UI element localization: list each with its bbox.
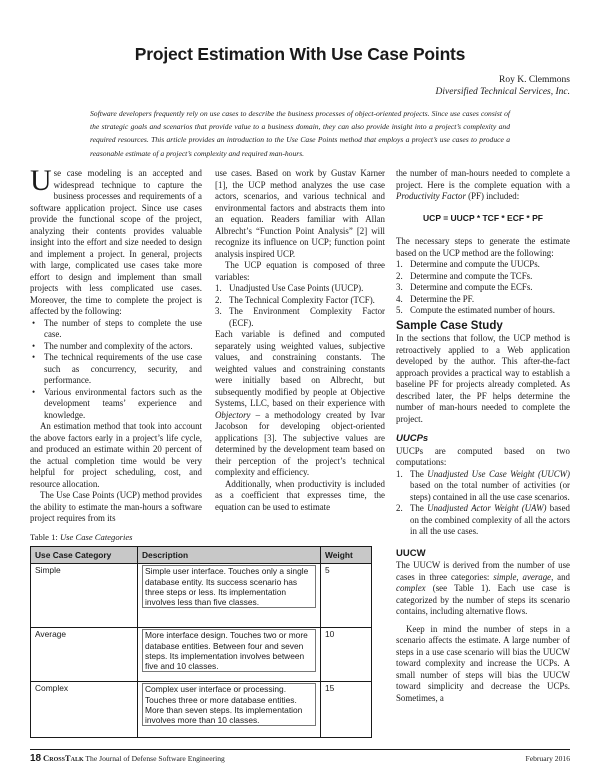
table-header-row xyxy=(31,547,372,564)
author-block xyxy=(436,74,570,98)
article-title: Project Estimation With Use Case Points xyxy=(134,44,466,64)
list-item: • Various environmental factors such as the development teams’ experience and knowledge. xyxy=(30,387,202,422)
table-cell xyxy=(138,682,321,738)
caption-text: Use Case Categories xyxy=(59,532,133,542)
section-heading-uucps: UUCPs xyxy=(396,433,429,444)
description-text: Simple user interface. Touches only a single database entity. Its success scenario has three steps or less. Its implementation involves less than five classes. xyxy=(142,565,316,608)
paragraph: The UUCW is derived from the number of use cases in three categories: simple, average, and complex (see Table 1). Each use case is categorized by the number of steps its scenario contains, including alternative flows. xyxy=(396,560,570,616)
table-cell: 15 xyxy=(321,682,372,738)
list-item: • The number and complexity of the actors. xyxy=(30,341,202,353)
ucp-formula: UCP = UUCP * TCF * ECF * PF xyxy=(423,212,543,223)
text-run: , and xyxy=(551,571,570,582)
list-number: 3. xyxy=(215,306,222,316)
intro-paragraph xyxy=(30,164,202,318)
section-heading-case-study: Sample Case Study xyxy=(396,319,503,332)
table-row xyxy=(31,564,372,628)
list-number: 2. xyxy=(396,503,403,513)
text-run: The UUCW is derived from the number of use cases in three categories: xyxy=(396,560,570,582)
paragraph: The necessary steps to generate the estimate based on the UCP method are the following: xyxy=(396,236,570,258)
table-row xyxy=(31,682,372,738)
table-caption xyxy=(30,532,133,542)
list-number: 4. xyxy=(396,293,403,304)
paragraph: In the sections that follow, the UCP method is retroactively applied to a Web application developed by the author. This after-the-fact approach provides a practical way to establish a baseline PF for projects already completed. As described later, the PF helps determine the number of man-hours needed to complete the project. xyxy=(396,333,570,424)
emphasis: Unadjusted Actor Weight (UAW) xyxy=(427,503,547,513)
abstract: Software developers frequently rely on use cases to describe the business processes of object-oriented projects. Since use cases consist of the strategic goals and scenarios that provide value to a business domain, they can also provide insight into a project’s complexity and required resources. This article provides an introduction to the Use Case Points method that employs a project’s use cases to produce a reasonable estimate of a project’s complexity and required man-hours. xyxy=(90,109,510,158)
list-text: The Environment Complexity Factor (ECF). xyxy=(229,306,385,328)
issue-date: February 2016 xyxy=(525,754,570,763)
intro-text: se case modeling is an accepted and widespread technique to capture the business processes and requirements of a software application project. Since use cases provide the functional scope of the project, analyzing their contents provides valuable insight into the effort and size needed to design and implement a project. In general, projects with large, complicated use cases take more effort to design and implement than small projects with less complicated use cases. Moreover, the time to complete the project is affected by the following: xyxy=(30,168,202,316)
text-run: based on the total number of activities (or steps) contained in all the use case scenarios. xyxy=(410,480,570,502)
list-item xyxy=(215,306,385,329)
list-item xyxy=(215,283,385,295)
caption-label: Table 1: xyxy=(30,532,60,542)
section-heading-uucw: UUCW xyxy=(396,547,426,559)
list-item xyxy=(215,295,385,307)
table-cell: Average xyxy=(31,628,138,682)
list-item xyxy=(396,259,570,271)
column-2 xyxy=(215,168,385,513)
list-text: Determine the PF. xyxy=(410,293,475,304)
list-text: The Unadjusted Use Case Weight (UUCW) based on the total number of activities (or steps) contained in all the use case scenarios. xyxy=(410,468,570,502)
text-run: the number of man-hours needed to complete a project. Here is the complete equation with a xyxy=(396,168,570,190)
list-text: Compute the estimated number of hours. xyxy=(410,305,555,315)
paragraph: The UCP equation is composed of three variables: xyxy=(215,260,385,282)
list-text: The Technical Complexity Factor (TCF). xyxy=(229,294,375,305)
list-text: Determine and compute the ECFs. xyxy=(410,282,533,292)
paragraph: use cases. Based on work by Gustav Karner [1], the UCP method analyzes the use case actors, scenarios, and various technical and environmental factors and abstracts them into an equation. Readers familiar with Allan Albrecht’s “Function Point Analysis” [2] will recognize its influence on UCP; function point analysis inspired UCP. xyxy=(215,168,385,259)
paragraph: Keep in mind the number of steps in a scenario affects the estimate. A large number of steps in a use case scenario will bias the UUCW toward complexity and increase the UCPs. A small number of steps will bias the UUCW toward simplicity and decrease the UCPs. Sometimes, a xyxy=(396,623,570,703)
uucp-list xyxy=(396,469,570,538)
description-text: Complex user interface or processing. Touches three or more database entities. More than seven steps. Its implementation involves more than 10 classes. xyxy=(142,683,316,726)
list-item: • The technical requirements of the use case such as concurrency, security, and performance. xyxy=(30,352,202,387)
author-name: Roy K. Clemmons xyxy=(499,75,570,85)
table-cell: Complex xyxy=(31,682,138,738)
emphasis: average xyxy=(522,571,552,582)
list-number: 1. xyxy=(396,468,403,479)
paragraph xyxy=(396,168,570,203)
emphasis: Productivity Factor xyxy=(396,191,466,201)
paragraph: UUCPs are computed based on two computations: xyxy=(396,445,570,467)
list-number: 3. xyxy=(396,282,403,292)
list-number: 1. xyxy=(396,259,403,269)
table-row xyxy=(31,628,372,682)
emphasis: simple xyxy=(493,571,517,582)
variable-list xyxy=(215,283,385,329)
list-number: 2. xyxy=(215,294,222,305)
paragraph: The Use Case Points (UCP) method provides the ability to estimate the man-hours a software project requires from its xyxy=(30,490,202,523)
text-run: Each variable is defined and computed separately using weighted values, subjective values, and constraining constants. The weighted values and constraining constants were initially based on Albrecht, but subsequently modified by people at Objective Systems, LLC, based on their experience with xyxy=(215,329,385,408)
list-item xyxy=(396,271,570,283)
table-cell xyxy=(138,564,321,628)
list-item xyxy=(396,294,570,306)
paragraph: Additionally, when productivity is included as a coefficient that expresses time, the equation can be used to estimate xyxy=(215,478,385,512)
emphasis: Objectory xyxy=(215,409,251,420)
journal-brand: CrossTalk xyxy=(43,753,84,763)
list-number: 2. xyxy=(396,270,403,281)
table-cell: 10 xyxy=(321,628,372,682)
column-header: Weight xyxy=(321,547,372,564)
column-header: Use Case Category xyxy=(31,547,138,564)
list-number: 5. xyxy=(396,305,403,315)
factor-list xyxy=(30,318,202,422)
author-affiliation: Diversified Technical Services, Inc. xyxy=(435,87,570,97)
description-text: More interface design. Touches two or more database entities. Between four and seven steps. Its implementation involves between five and 10 classes. xyxy=(142,629,316,672)
list-text: Determine and compute the TCFs. xyxy=(410,270,533,281)
text-run: based on the combined complexity of all the actors in all the use cases. xyxy=(410,503,570,536)
use-case-table xyxy=(30,546,372,738)
list-text: Determine and compute the UUCPs. xyxy=(410,259,540,269)
journal-name: The Journal of Defense Software Engineering xyxy=(85,754,225,763)
list-item xyxy=(396,305,570,317)
text-run: – a methodology created by Ivar Jacobson for developing object-oriented applications [3]. The subjective values are determined by the development team based on their perception of the project’s technical complexity and efficiency. xyxy=(215,409,385,477)
list-item xyxy=(396,503,570,538)
emphasis: Unadjusted Use Case Weight (UUCW) xyxy=(427,468,570,479)
column-header: Description xyxy=(138,547,321,564)
steps-list xyxy=(396,259,570,317)
table-cell: 5 xyxy=(321,564,372,628)
column-3 xyxy=(396,168,570,704)
emphasis: complex xyxy=(396,583,426,593)
text-run: (PF) included: xyxy=(465,191,520,201)
column-1 xyxy=(30,164,202,525)
table-cell xyxy=(138,628,321,682)
list-number: 1. xyxy=(215,283,222,293)
list-item xyxy=(396,469,570,504)
paragraph: An estimation method that took into account the above factors early in a project’s life cycle, and produced an estimate within 20 percent of the actual completion time would be very helpful for project scheduling, cost, and resource allocation. xyxy=(30,421,202,489)
text-run: The xyxy=(410,503,428,513)
page-footer xyxy=(30,749,570,764)
page-number: 18 xyxy=(30,753,42,764)
list-item: • The number of steps to complete the use case. xyxy=(30,318,202,341)
text-run: (see Table 1). Each use case is categorized by the number of steps its scenario contains, including alternative flows. xyxy=(396,583,570,616)
drop-cap: U xyxy=(30,164,52,197)
list-text: Unadjusted Use Case Points (UUCP). xyxy=(229,283,364,293)
paragraph xyxy=(215,329,385,479)
list-item xyxy=(396,282,570,294)
list-text xyxy=(410,503,570,536)
table-cell: Simple xyxy=(31,564,138,628)
